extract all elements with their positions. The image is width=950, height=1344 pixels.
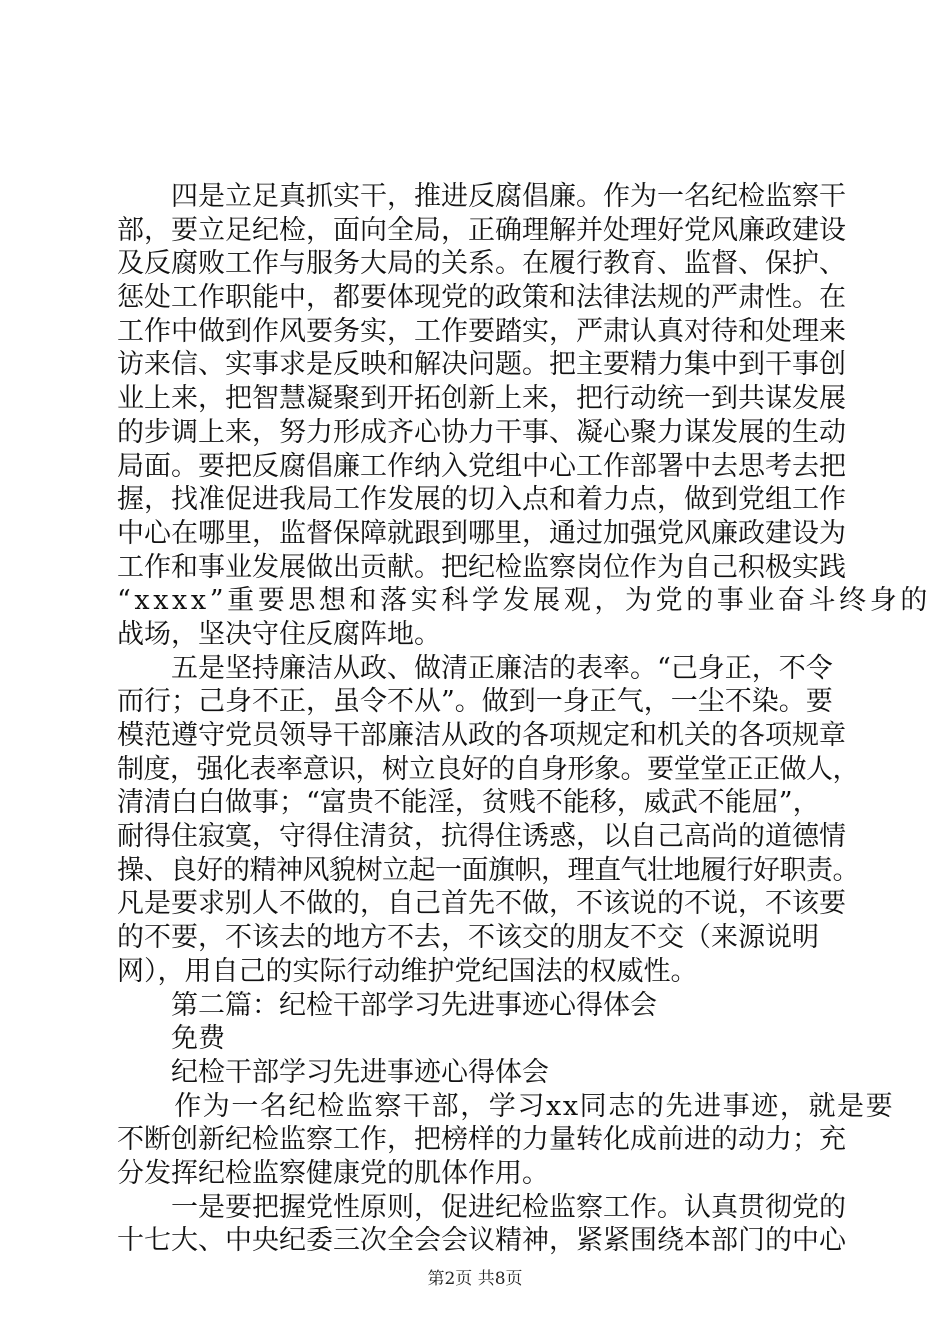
text-line: 一是要把握党性原则，促进纪检监察工作。认真贯彻党的	[117, 1191, 846, 1223]
text-line: 十七大、中央纪委三次全会会议精神，紧紧围绕本部门的中心	[117, 1225, 846, 1257]
text-line: 及反腐败工作与服务大局的关系。在履行教育、监督、保护、	[117, 248, 846, 280]
text-line: 工作中做到作风要务实，工作要踏实，严肃认真对待和处理来	[117, 315, 846, 347]
text-line: 分发挥纪检监察健康党的肌体作用。	[117, 1157, 549, 1189]
text-line: 访来信、实事求是反映和解决问题。把主要精力集中到干事创	[117, 349, 846, 381]
text-line: 业上来，把智慧凝聚到开拓创新上来，把行动统一到共谋发展	[117, 383, 846, 415]
text-line: 凡是要求别人不做的，自己首先不做，不该说的不说，不该要	[117, 888, 846, 920]
text-line: 战场，坚决守住反腐阵地。	[117, 618, 441, 650]
text-line: 握，找准促进我局工作发展的切入点和着力点，做到党组工作	[117, 484, 846, 516]
text-line: 纪检干部学习先进事迹心得体会	[117, 1056, 549, 1088]
text-line: 中心在哪里，监督保障就跟到哪里，通过加强党风廉政建设为	[117, 517, 846, 549]
page-footer: 第2页 共8页	[427, 1269, 523, 1289]
text-line: 四是立足真抓实干，推进反腐倡廉。作为一名纪检监察干	[117, 181, 846, 212]
text-line: 的步调上来，努力形成齐心协力干事、凝心聚力谋发展的生动	[117, 416, 846, 448]
text-line: “xxxx”重要思想和落实科学发展观，为党的事业奋斗终身的	[117, 585, 931, 617]
text-line: 而行；己身不正，虽令不从”。做到一身正气，一尘不染。要	[117, 686, 833, 718]
text-line: 耐得住寂寞，守得住清贫，抗得住诱惑，以自己高尚的道德情	[117, 821, 846, 853]
text-line: 第二篇：纪检干部学习先进事迹心得体会	[117, 989, 657, 1021]
text-line: 部，要立足纪检，面向全局，正确理解并处理好党风廉政建设	[117, 214, 846, 246]
text-line: 不断创新纪检监察工作，把榜样的力量转化成前进的动力；充	[117, 1124, 846, 1156]
text-line: 免费	[117, 1023, 225, 1055]
text-line: 操、良好的精神风貌树立起一面旗帜，理直气壮地履行好职责。	[117, 854, 859, 886]
text-line: 制度，强化表率意识，树立良好的自身形象。要堂堂正正做人，	[117, 753, 859, 785]
text-line: 局面。要把反腐倡廉工作纳入党组中心工作部署中去思考去把	[117, 450, 846, 482]
text-line: 工作和事业发展做出贡献。把纪检监察岗位作为自己积极实践	[117, 551, 846, 583]
text-line: 惩处工作职能中，都要体现党的政策和法律法规的严肃性。在	[117, 282, 846, 314]
text-line: 模范遵守党员领导干部廉洁从政的各项规定和机关的各项规章	[117, 720, 846, 751]
document-body	[117, 180, 931, 1258]
text-line: 网），用自己的实际行动维护党纪国法的权威性。	[117, 955, 698, 987]
text-line: 的不要，不该去的地方不去，不该交的朋友不交（来源说明	[117, 922, 819, 954]
text-line: 清清白白做事；“富贵不能淫，贫贱不能移，威武不能屈”，	[117, 787, 820, 819]
text-line: 五是坚持廉洁从政、做清正廉洁的表率。“己身正，不令	[117, 652, 833, 684]
text-line: 作为一名纪检监察干部，学习xx同志的先进事迹，就是要	[117, 1090, 895, 1122]
